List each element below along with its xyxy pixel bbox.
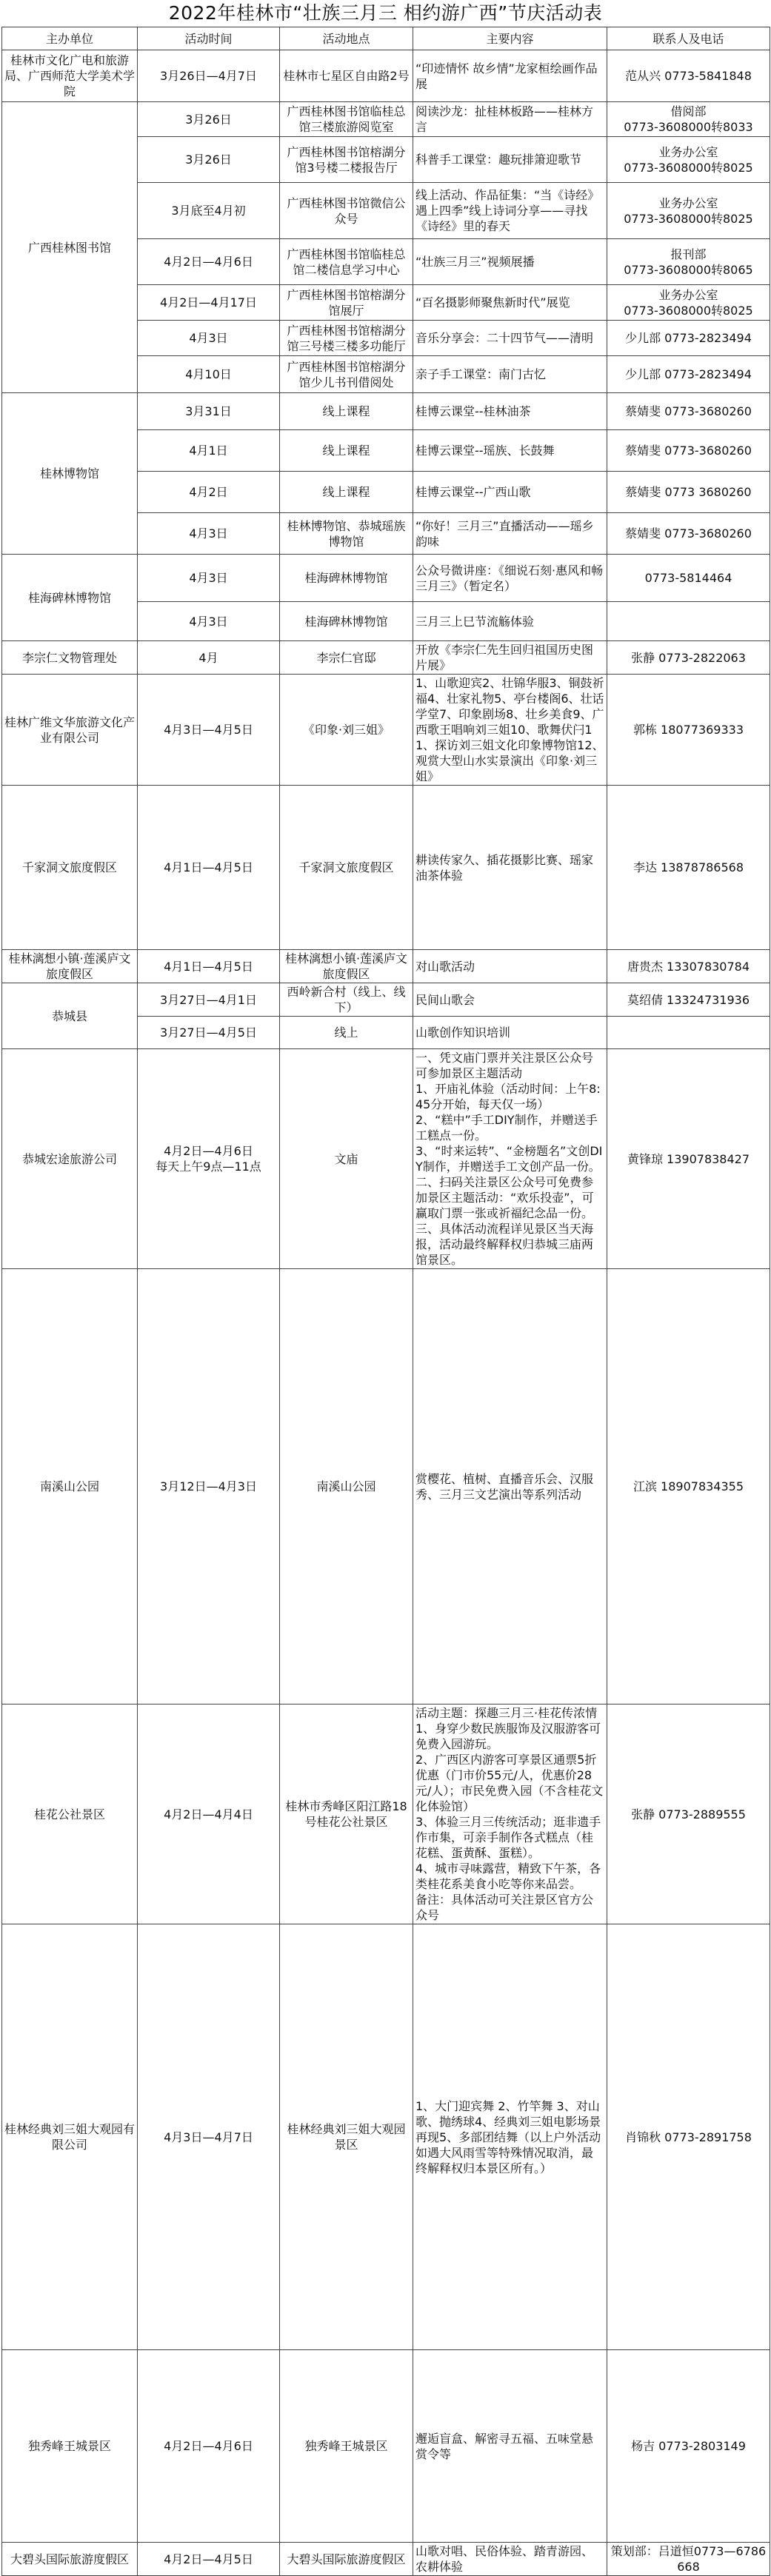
header-content: 主要内容	[413, 27, 607, 50]
table-row	[2, 2543, 770, 2576]
contact-cell: 业务办公室 0773-3608000转8025	[607, 183, 770, 239]
contact-cell: 李达 13878786568	[607, 786, 770, 950]
location-cell: 桂林市七星区自由路2号	[280, 50, 413, 102]
organizer-cell: 南溪山公园	[2, 1269, 138, 1704]
contact-cell: 蔡婧斐 0773-3680260	[607, 393, 770, 430]
header-location: 活动地点	[280, 27, 413, 50]
location-cell: 《印象·刘三姐》	[280, 675, 413, 786]
time-cell: 4月1日—4月5日	[138, 786, 280, 950]
location-cell: 广西桂林图书馆临桂总馆三楼旅游阅览室	[280, 102, 413, 137]
content-cell: 线上活动、作品征集：“当《诗经》遇上四季”线上诗词分享——寻找《诗经》里的春天	[413, 183, 607, 239]
time-cell: 4月1日	[138, 430, 280, 472]
time-cell: 4月10日	[138, 356, 280, 393]
time-cell: 4月3日	[138, 513, 280, 555]
location-cell: 广西桂林图书馆榕湖分馆三号楼三楼多功能厅	[280, 321, 413, 356]
location-cell: 线上课程	[280, 472, 413, 513]
content-cell: 山歌创作知识培训	[413, 1017, 607, 1049]
location-cell: 桂林漓想小镇·莲溪庐文旅度假区	[280, 950, 413, 983]
organizer-cell: 独秀峰王城景区	[2, 2350, 138, 2543]
organizer-cell: 大碧头国际旅游度假区	[2, 2543, 138, 2576]
content-cell: 邂逅盲盒、解密寻五福、五味堂悬赏令等	[413, 2350, 607, 2543]
header-contact: 联系人及电话	[607, 27, 770, 50]
organizer-cell: 千家洞文旅度假区	[2, 786, 138, 950]
location-cell: 南溪山公园	[280, 1269, 413, 1704]
time-cell: 4月2日—4月6日	[138, 2350, 280, 2543]
location-cell: 广西桂林图书馆微信公众号	[280, 183, 413, 239]
content-cell: 桂博云课堂--桂林油茶	[413, 393, 607, 430]
content-cell: 活动主题：探趣三月三·桂花传浓情 1、身穿少数民族服饰及汉服游客可免费入园游玩。 2、广西区内游客可享景区通票5折优惠（门市价55元/人，优惠价28元/人）；市民免费入园（不含桂花文化体验馆） 3、体验三月三传统活动；逛非遗手作市集，可亲手制作各式糕点（桂花糕、蛋黄酥、蛋糕）。 4、城市寻味露营，精致下午茶，各类桂花系美食小吃等你来品尝。 备注：具体活动可关注景区官方公众号	[413, 1704, 607, 1924]
time-cell: 4月3日	[138, 602, 280, 641]
time-cell: 4月2日—4月6日 每天上午9点—11点	[138, 1049, 280, 1269]
contact-cell: 黄锋琼 13907838427	[607, 1049, 770, 1269]
location-cell: 广西桂林图书馆临桂总馆二楼信息学习中心	[280, 239, 413, 285]
contact-cell: 张静 0773-2889555	[607, 1704, 770, 1924]
table-header-row	[2, 27, 770, 50]
time-cell: 4月2日—4月5日	[138, 2543, 280, 2576]
table-row	[2, 1924, 770, 2350]
table-row	[2, 1704, 770, 1924]
organizer-cell: 广西桂林图书馆	[2, 102, 138, 393]
contact-cell: 借阅部 0773-3608000转8033	[607, 102, 770, 137]
location-cell: 线上	[280, 1017, 413, 1049]
content-cell: 三月三上巳节流觞体验	[413, 602, 607, 641]
contact-cell: 莫绍倩 13324731936	[607, 983, 770, 1017]
content-cell: 桂博云课堂--广西山歌	[413, 472, 607, 513]
organizer-cell: 桂花公社景区	[2, 1704, 138, 1924]
content-cell: 阅读沙龙：扯桂林板路——桂林方言	[413, 102, 607, 137]
organizer-cell: 桂林漓想小镇·莲溪庐文旅度假区	[2, 950, 138, 983]
table-row	[2, 675, 770, 786]
content-cell: 音乐分享会：二十四节气——清明	[413, 321, 607, 356]
location-cell: 桂林市秀峰区阳江路18号桂花公社景区	[280, 1704, 413, 1924]
table-row	[2, 393, 770, 430]
time-cell: 3月26日	[138, 102, 280, 137]
content-cell: 山歌对唱、民俗体验、踏青游园、农耕体验	[413, 2543, 607, 2576]
contact-cell: 业务办公室 0773-3608000转8025	[607, 285, 770, 321]
location-cell: 广西桂林图书馆榕湖分馆展厅	[280, 285, 413, 321]
time-cell: 3月底至4月初	[138, 183, 280, 239]
location-cell: 广西桂林图书馆榕湖分馆少儿书刊借阅处	[280, 356, 413, 393]
location-cell: 广西桂林图书馆榕湖分馆3号楼二楼报告厅	[280, 137, 413, 183]
time-cell: 4月2日—4月17日	[138, 285, 280, 321]
time-cell: 4月2日	[138, 472, 280, 513]
organizer-cell: 恭城宏途旅游公司	[2, 1049, 138, 1269]
time-cell: 3月31日	[138, 393, 280, 430]
location-cell: 桂林博物馆、恭城瑶族博物馆	[280, 513, 413, 555]
contact-cell: 范从兴 0773-5841848	[607, 50, 770, 102]
contact-cell: 江滨 18907834355	[607, 1269, 770, 1704]
content-cell: 对山歌活动	[413, 950, 607, 983]
table-row	[2, 50, 770, 102]
table-row	[2, 102, 770, 137]
time-cell: 3月26日	[138, 137, 280, 183]
time-cell: 3月27日—4月5日	[138, 1017, 280, 1049]
organizer-cell: 李宗仁文物管理处	[2, 641, 138, 675]
table-row	[2, 786, 770, 950]
content-cell: 科普手工课堂：趣玩排箫迎歌节	[413, 137, 607, 183]
content-cell: 1、山歌迎宾2、壮锦华服3、铜鼓祈福4、壮家礼物5、亭台楼阁6、壮话学堂7、印象剧场8、壮乡美食9、广西歌王唱响刘三姐10、歌舞伏闩11、探访刘三姐文化印象博物馆12、观赏大型山水实景演出《印象·刘三姐》	[413, 675, 607, 786]
time-cell: 4月2日—4月6日	[138, 239, 280, 285]
time-cell: 3月12日—4月3日	[138, 1269, 280, 1704]
page-title: 2022年桂林市“壮族三月三 相约游广西”节庆活动表	[168, 2, 603, 24]
table-row	[2, 555, 770, 602]
time-cell: 3月27日—4月1日	[138, 983, 280, 1017]
location-cell: 大碧头国际旅游度假区	[280, 2543, 413, 2576]
location-cell: 李宗仁官邸	[280, 641, 413, 675]
contact-cell: 报刊部 0773-3608000转8065	[607, 239, 770, 285]
location-cell: 千家洞文旅度假区	[280, 786, 413, 950]
time-cell: 4月1日—4月5日	[138, 950, 280, 983]
table-row	[2, 1269, 770, 1704]
organizer-cell: 桂林经典刘三姐大观园有限公司	[2, 1924, 138, 2350]
contact-cell: 策划部：吕道恒0773—6786668	[607, 2543, 770, 2576]
contact-cell: 蔡婧斐 0773-3680260	[607, 430, 770, 472]
contact-cell: 杨吉 0773-2803149	[607, 2350, 770, 2543]
table-row	[2, 950, 770, 983]
location-cell: 西岭新合村（线上、线下）	[280, 983, 413, 1017]
contact-cell: 0773-5814464	[607, 555, 770, 602]
content-cell: 亲子手工课堂：南门古忆	[413, 356, 607, 393]
location-cell: 桂海碑林博物馆	[280, 555, 413, 602]
contact-cell	[607, 1017, 770, 1049]
contact-cell: 少儿部 0773-2823494	[607, 356, 770, 393]
content-cell: 开放《李宗仁先生回归祖国历史图片展》	[413, 641, 607, 675]
contact-cell: 业务办公室 0773-3608000转8025	[607, 137, 770, 183]
content-cell: 耕读传家久、插花摄影比赛、瑶家油茶体验	[413, 786, 607, 950]
content-cell: “壮族三月三”视频展播	[413, 239, 607, 285]
contact-cell: 张静 0773-2822063	[607, 641, 770, 675]
content-cell: “你好！三月三”直播活动——瑶乡韵味	[413, 513, 607, 555]
organizer-cell: 桂海碑林博物馆	[2, 555, 138, 641]
contact-cell: 蔡婧斐 0773 3680260	[607, 472, 770, 513]
content-cell: 1、大门迎宾舞 2、竹竿舞 3、对山歌、抛绣球4、经典刘三姐电影场景再现5、多部团结舞（以上户外活动如遇大风雨雪等特殊情况取消，最终解释权归本景区所有。）	[413, 1924, 607, 2350]
table-row	[2, 983, 770, 1017]
contact-cell: 蔡婧斐 0773-3680260	[607, 513, 770, 555]
content-cell: 赏樱花、植树、直播音乐会、汉服秀、三月三文艺演出等系列活动	[413, 1269, 607, 1704]
content-cell: “印迹情怀 故乡情”龙家桓绘画作品展	[413, 50, 607, 102]
time-cell: 3月26日—4月7日	[138, 50, 280, 102]
time-cell: 4月3日—4月5日	[138, 675, 280, 786]
contact-cell: 肖锦秋 0773-2891758	[607, 1924, 770, 2350]
header-organizer: 主办单位	[2, 27, 138, 50]
activities-table	[1, 27, 770, 2576]
time-cell: 4月	[138, 641, 280, 675]
location-cell: 文庙	[280, 1049, 413, 1269]
organizer-cell: 桂林市文化广电和旅游局、广西师范大学美术学院	[2, 50, 138, 102]
time-cell: 4月3日	[138, 555, 280, 602]
location-cell: 独秀峰王城景区	[280, 2350, 413, 2543]
contact-cell: 唐贵杰 13307830784	[607, 950, 770, 983]
table-row	[2, 1049, 770, 1269]
location-cell: 线上课程	[280, 430, 413, 472]
contact-cell: 少儿部 0773-2823494	[607, 321, 770, 356]
time-cell: 4月3日—4月7日	[138, 1924, 280, 2350]
table-row	[2, 2350, 770, 2543]
location-cell: 桂林经典刘三姐大观园景区	[280, 1924, 413, 2350]
content-cell: 公众号微讲座：《细说石刻·惠风和畅三月三》（暂定名）	[413, 555, 607, 602]
location-cell: 桂海碑林博物馆	[280, 602, 413, 641]
organizer-cell: 桂林博物馆	[2, 393, 138, 555]
content-cell: 民间山歌会	[413, 983, 607, 1017]
location-cell: 线上课程	[280, 393, 413, 430]
time-cell: 4月3日	[138, 321, 280, 356]
organizer-cell: 恭城县	[2, 983, 138, 1049]
content-cell: “百名摄影师聚焦新时代”展览	[413, 285, 607, 321]
table-row	[2, 641, 770, 675]
contact-cell: 郭栋 18077369333	[607, 675, 770, 786]
contact-cell	[607, 602, 770, 641]
header-time: 活动时间	[138, 27, 280, 50]
time-cell: 4月2日—4月4日	[138, 1704, 280, 1924]
table-body	[2, 50, 770, 2576]
organizer-cell: 桂林广维文华旅游文化产业有限公司	[2, 675, 138, 786]
content-cell: 桂博云课堂--瑶族、长鼓舞	[413, 430, 607, 472]
content-cell: 一、凭文庙门票并关注景区公众号可参加景区主题活动 1、开庙礼体验（活动时间：上午8:45分开始，每天仅一场） 2、“糕中”手工DIY制作，并赠送手工糕点一份。 3、“时来运转”、“金榜题名”文创DIY制作，并赠送手工文创产品一份。 二、扫码关注景区公众号可免费参加景区主题活动：“欢乐投壶”，可赢取门票一张或祈福纪念品一份。 三、具体活动流程详见景区当天海报，活动最终解释权归恭城三庙两馆景区。	[413, 1049, 607, 1269]
